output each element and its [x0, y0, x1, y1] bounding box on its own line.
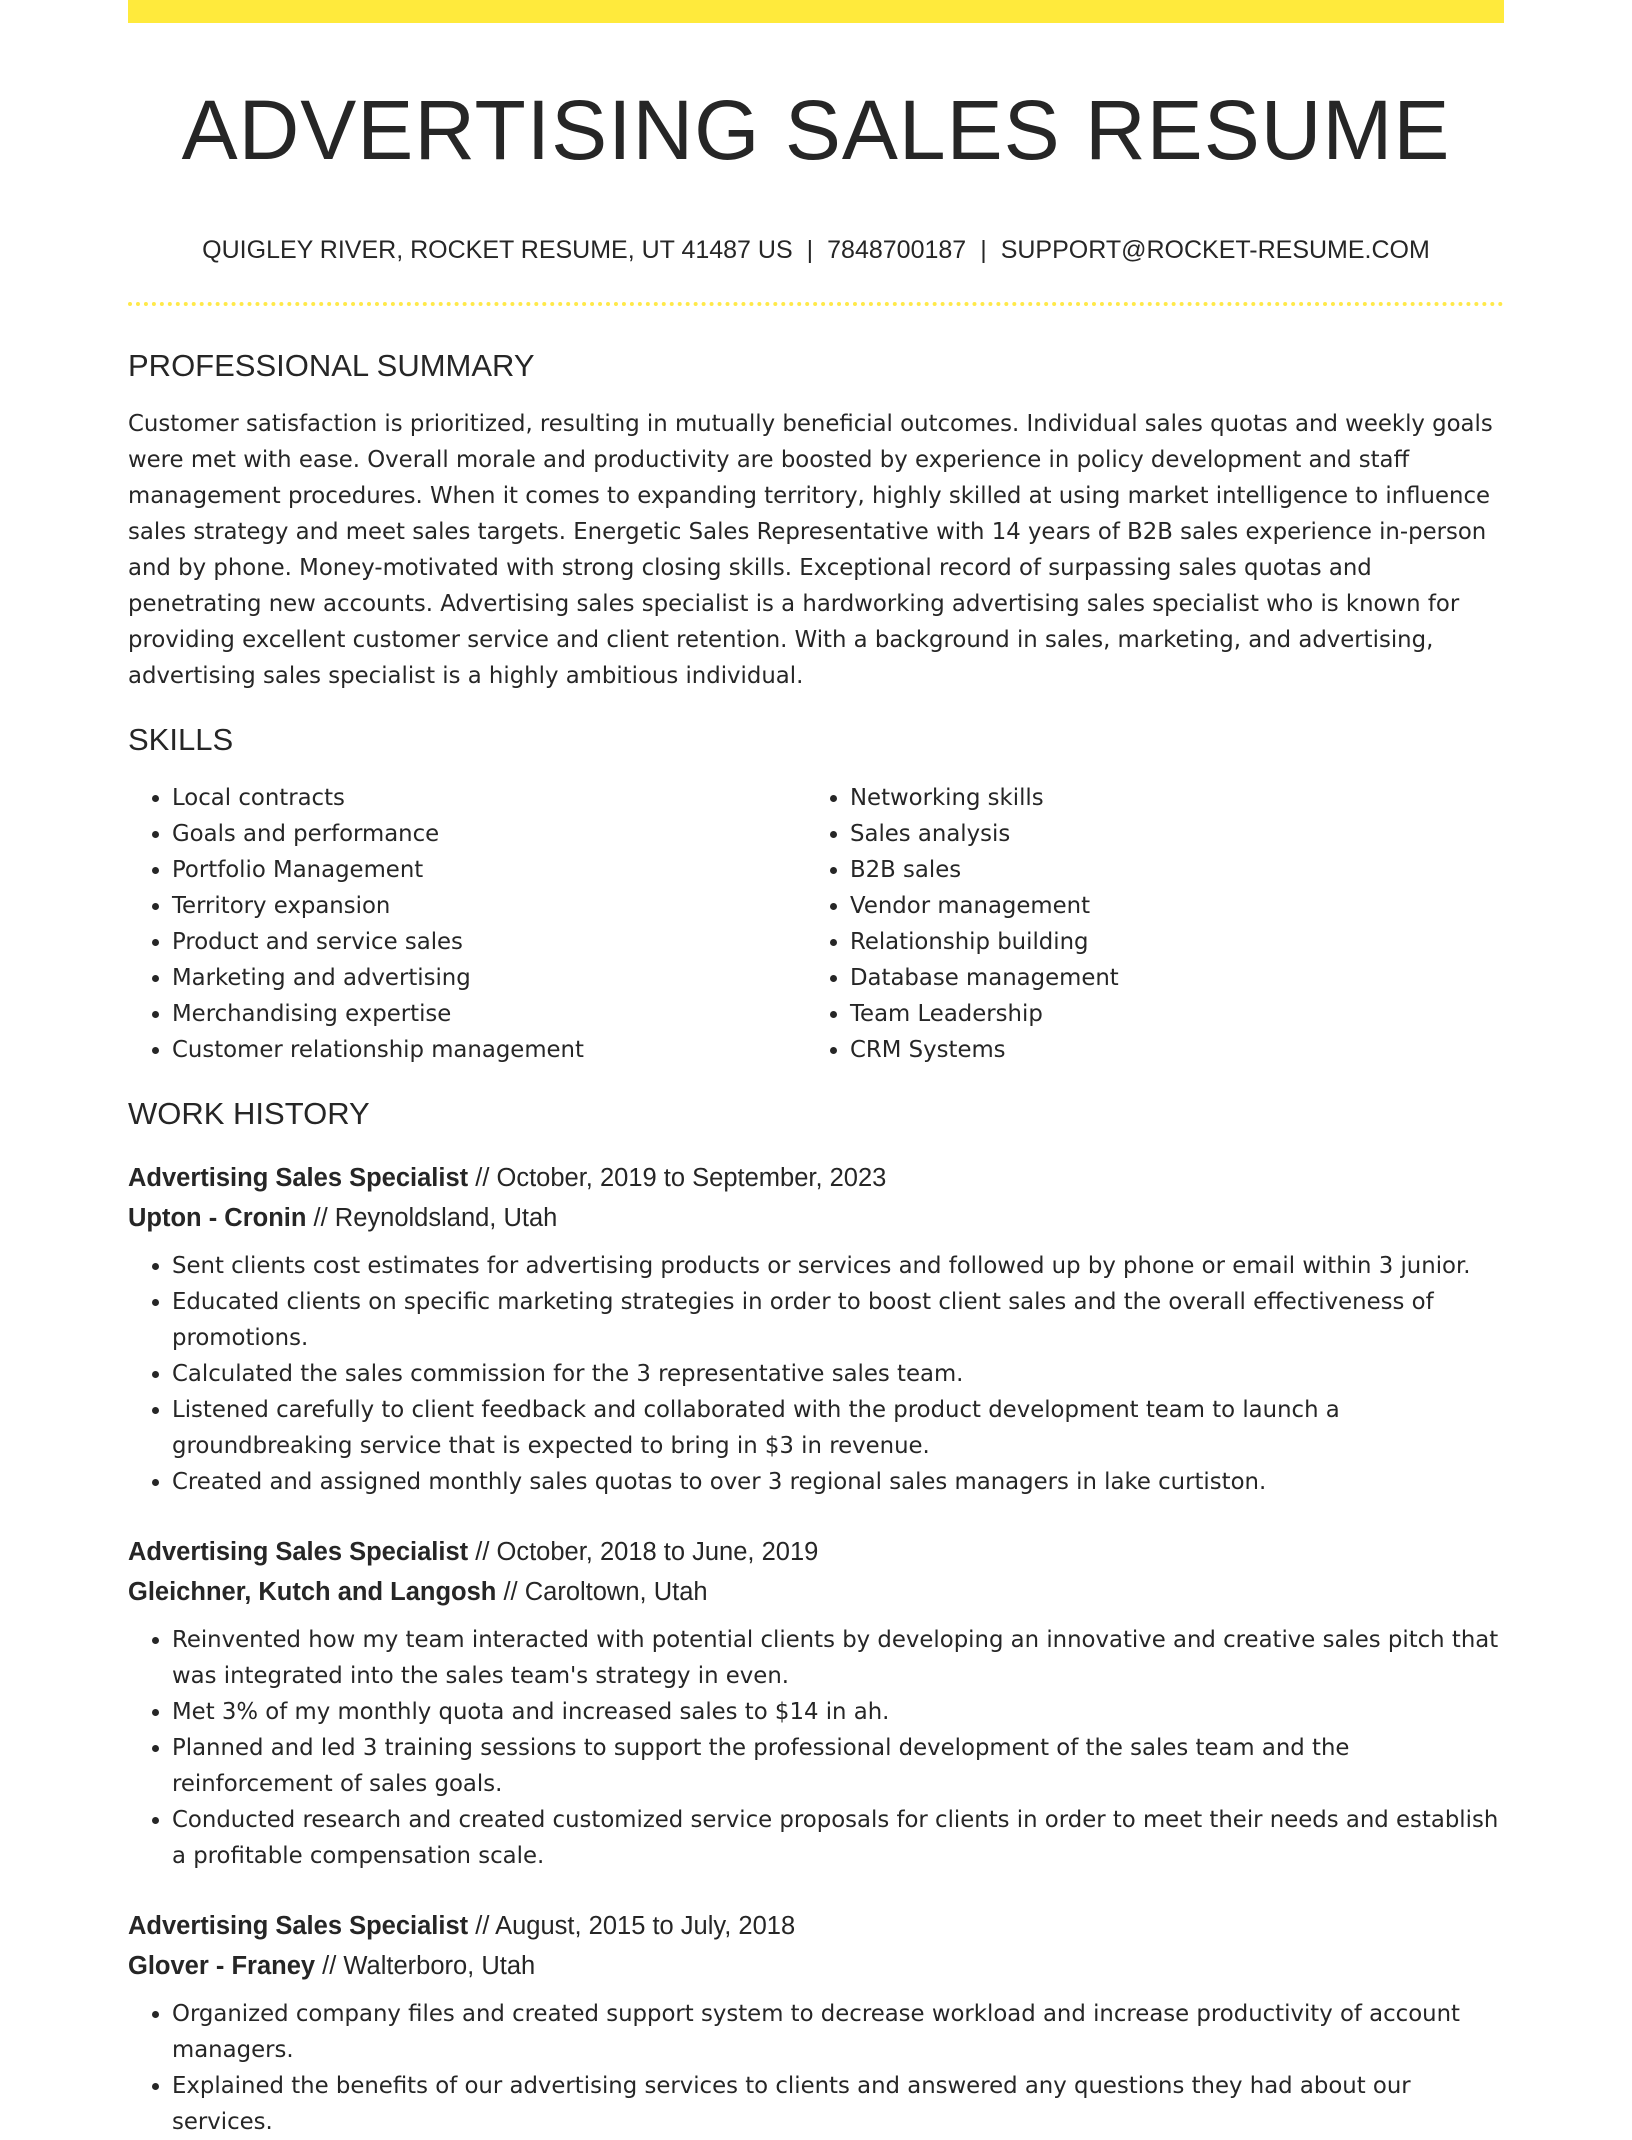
job-entry — [128, 1532, 1504, 1874]
job-location: // Reynoldsland, Utah — [306, 1204, 558, 1232]
job-bullet: • Organized company files and created support system to decrease workload and increase productivity of account managers. — [172, 1996, 1504, 2068]
job-bullets — [128, 1622, 1504, 1874]
job-bullet: • Educated clients on specific marketing strategies in order to boost client sales and the overall effectiveness of promotions. — [172, 1284, 1504, 1356]
job-company: Glover - Franey — [128, 1952, 316, 1980]
skill-item: • Territory expansion — [172, 888, 806, 924]
skill-item: • Relationship building — [850, 924, 1484, 960]
skill-item: • CRM Systems — [850, 1032, 1484, 1068]
dotted-divider — [128, 302, 1504, 306]
resume-title: ADVERTISING SALES RESUME — [181, 83, 1451, 177]
job-bullet: • Conducted research and created customized service proposals for clients in order to meet their needs and establish a profitable compensation scale. — [172, 1802, 1504, 1874]
job-company: Gleichner, Kutch and Langosh — [128, 1578, 497, 1606]
job-bullet: • Planned and led 3 training sessions to support the professional development of the sales team and the reinforcement of sales goals. — [172, 1730, 1504, 1802]
skill-item: • Networking skills — [850, 780, 1484, 816]
skills-heading: SKILLS — [128, 722, 234, 757]
contact-separator: | — [806, 236, 814, 264]
contact-address: QUIGLEY RIVER, ROCKET RESUME, UT 41487 US — [202, 236, 793, 264]
skill-item: • Customer relationship management — [172, 1032, 806, 1068]
job-bullet: • Explained the benefits of our advertising services to clients and answered any questions they had about our services. — [172, 2068, 1504, 2140]
skill-item: • Vendor management — [850, 888, 1484, 924]
job-company-line — [128, 1946, 1504, 1986]
skill-item: • B2B sales — [850, 852, 1484, 888]
resume-content — [128, 0, 1504, 2140]
job-company: Upton - Cronin — [128, 1204, 307, 1232]
job-title-line — [128, 1532, 1504, 1572]
job-bullet: • Listened carefully to client feedback and collaborated with the product development team to launch a groundbreaking service that is expected to bring in $3 in revenue. — [172, 1392, 1504, 1464]
work-history-heading: WORK HISTORY — [128, 1096, 370, 1131]
job-bullets — [128, 1248, 1504, 1500]
skills-columns — [128, 780, 1504, 1068]
skill-item: • Sales analysis — [850, 816, 1484, 852]
summary-text: Customer satisfaction is prioritized, resulting in mutually beneficial outcomes. Individual sales quotas and weekly goals were met with ease. Overall morale and productivity are boosted by experience in policy development and staff management procedures. When it comes to expanding territory, highly skilled at using market intelligence to influence sales strategy and meet sales targets. Energetic Sales Representative with 14 years of B2B sales experience in-person and by phone. Money-motivated with strong closing skills. Exceptional record of surpassing sales quotas and penetrating new accounts. Advertising sales specialist is a hardworking advertising sales specialist who is known for providing excellent customer service and client retention. With a background in sales, marketing, and advertising, advertising sales specialist is a highly ambitious individual. — [128, 411, 1493, 689]
job-title: Advertising Sales Specialist — [128, 1164, 469, 1192]
job-bullet: • Met 3% of my monthly quota and increased sales to $14 in ah. — [172, 1694, 1504, 1730]
skill-item: • Local contracts — [172, 780, 806, 816]
job-location: // Caroltown, Utah — [496, 1578, 708, 1606]
job-dates: // October, 2018 to June, 2019 — [468, 1538, 819, 1566]
job-bullet: • Created and assigned monthly sales quotas to over 3 regional sales managers in lake curtiston. — [172, 1464, 1504, 1500]
job-location: // Walterboro, Utah — [315, 1952, 536, 1980]
job-bullet: • Reinvented how my team interacted with potential clients by developing an innovative and creative sales pitch that was integrated into the sales team's strategy in even. — [172, 1622, 1504, 1694]
job-dates: // October, 2019 to September, 2023 — [468, 1164, 887, 1192]
contact-email: SUPPORT@ROCKET-RESUME.COM — [1000, 236, 1430, 264]
job-company-line — [128, 1572, 1504, 1612]
job-dates: // August, 2015 to July, 2018 — [468, 1912, 796, 1940]
skill-item: • Merchandising expertise — [172, 996, 806, 1032]
skill-item: • Database management — [850, 960, 1484, 996]
skill-item: • Goals and performance — [172, 816, 806, 852]
job-bullet: • Calculated the sales commission for the 3 representative sales team. — [172, 1356, 1504, 1392]
skills-list-left — [128, 780, 806, 1068]
job-entry — [128, 1158, 1504, 1500]
job-title-line — [128, 1906, 1504, 1946]
skill-item: • Portfolio Management — [172, 852, 806, 888]
job-title-line — [128, 1158, 1504, 1198]
job-bullet: • Sent clients cost estimates for advertising products or services and followed up by phone or email within 3 junior. — [172, 1248, 1504, 1284]
contact-separator: | — [980, 236, 987, 264]
summary-heading: PROFESSIONAL SUMMARY — [128, 348, 535, 383]
contact-line — [128, 234, 1504, 266]
job-company-line — [128, 1198, 1504, 1238]
job-bullets — [128, 1996, 1504, 2140]
contact-phone: 7848700187 — [827, 236, 967, 264]
job-title: Advertising Sales Specialist — [128, 1538, 469, 1566]
job-entry — [128, 1906, 1504, 2140]
skill-item: • Product and service sales — [172, 924, 806, 960]
job-title: Advertising Sales Specialist — [128, 1912, 469, 1940]
skills-list-right — [806, 780, 1484, 1068]
skill-item: • Team Leadership — [850, 996, 1484, 1032]
skill-item: • Marketing and advertising — [172, 960, 806, 996]
